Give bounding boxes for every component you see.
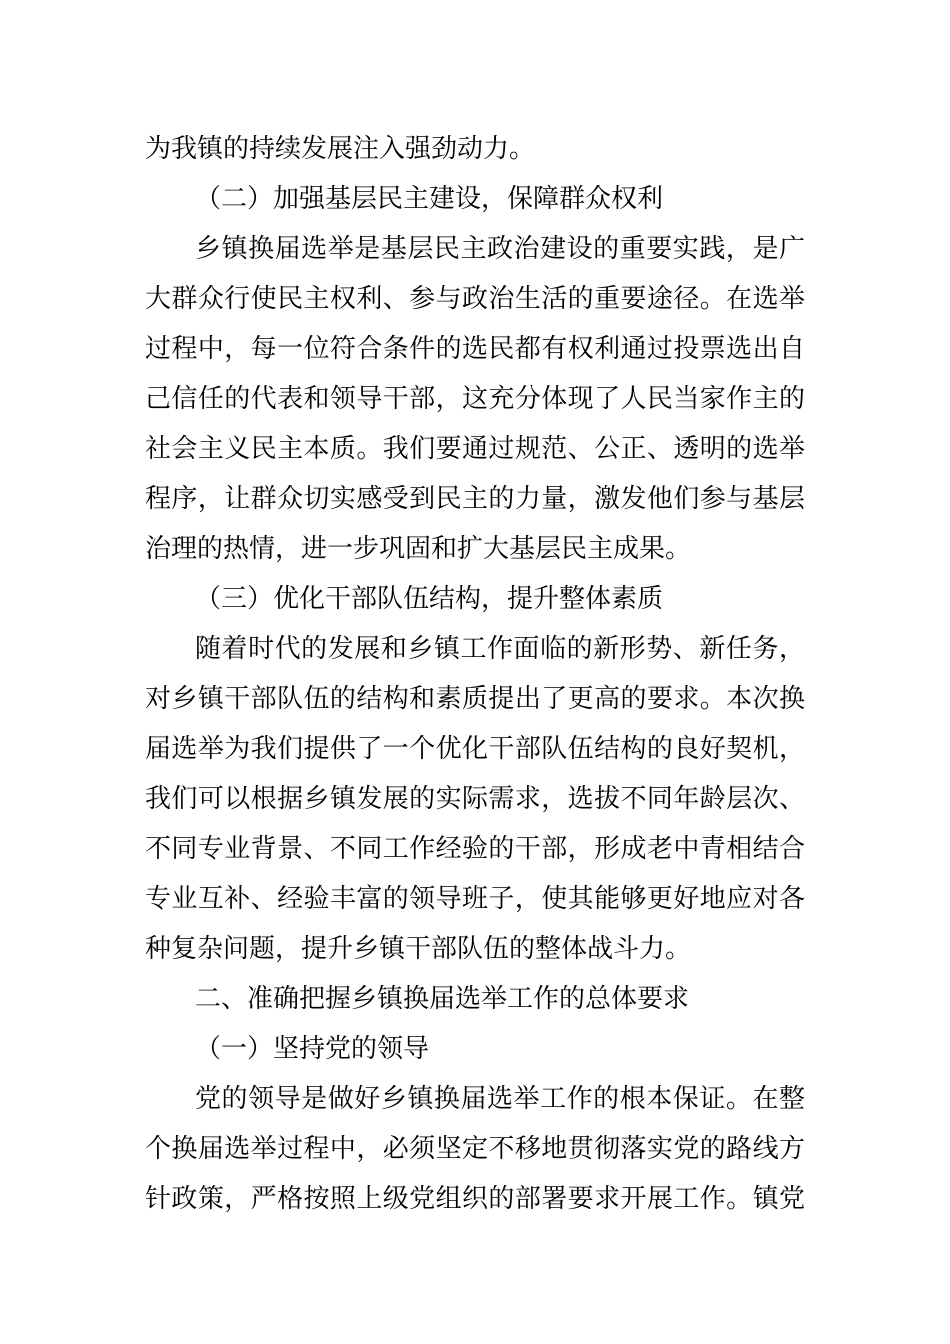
section-heading: 二、准确把握乡镇换届选举工作的总体要求 (195, 984, 690, 1014)
paragraph-line: 乡镇换届选举是基层民主政治建设的重要实践，是广 (195, 234, 805, 264)
paragraph-line: 为我镇的持续发展注入强劲动力。 (145, 134, 536, 164)
subheading-3: （三）优化干部队伍结构，提升整体素质 (195, 584, 664, 614)
paragraph-line: 过程中，每一位符合条件的选民都有权利通过投票选出自 (145, 334, 805, 364)
paragraph-line: 治理的热情，进一步巩固和扩大基层民主成果。 (145, 534, 692, 564)
paragraph-line: 社会主义民主本质。我们要通过规范、公正、透明的选举 (145, 434, 805, 464)
paragraph-line: 我们可以根据乡镇发展的实际需求，选拔不同年龄层次、 (145, 784, 805, 814)
paragraph-line: 程序，让群众切实感受到民主的力量，激发他们参与基层 (145, 484, 805, 514)
paragraph-line: 专业互补、经验丰富的领导班子，使其能够更好地应对各 (145, 884, 805, 914)
paragraph-line: 届选举为我们提供了一个优化干部队伍结构的良好契机， (145, 734, 805, 764)
paragraph-line: 个换届选举过程中，必须坚定不移地贯彻落实党的路线方 (145, 1134, 805, 1164)
paragraph-line: 不同专业背景、不同工作经验的干部，形成老中青相结合 (145, 834, 805, 864)
paragraph-line: 随着时代的发展和乡镇工作面临的新形势、新任务， (195, 634, 805, 664)
paragraph-line: 己信任的代表和领导干部，这充分体现了人民当家作主的 (145, 384, 805, 414)
paragraph-line: 对乡镇干部队伍的结构和素质提出了更高的要求。本次换 (145, 684, 805, 714)
paragraph-line: 种复杂问题，提升乡镇干部队伍的整体战斗力。 (145, 934, 692, 964)
subheading-2: （二）加强基层民主建设，保障群众权利 (195, 184, 664, 214)
paragraph-line: 大群众行使民主权利、参与政治生活的重要途径。在选举 (145, 284, 805, 314)
paragraph-line: 针政策，严格按照上级党组织的部署要求开展工作。镇党 (145, 1184, 805, 1214)
paragraph-line: 党的领导是做好乡镇换届选举工作的根本保证。在整 (195, 1084, 805, 1114)
subheading-1: （一）坚持党的领导 (195, 1034, 430, 1064)
